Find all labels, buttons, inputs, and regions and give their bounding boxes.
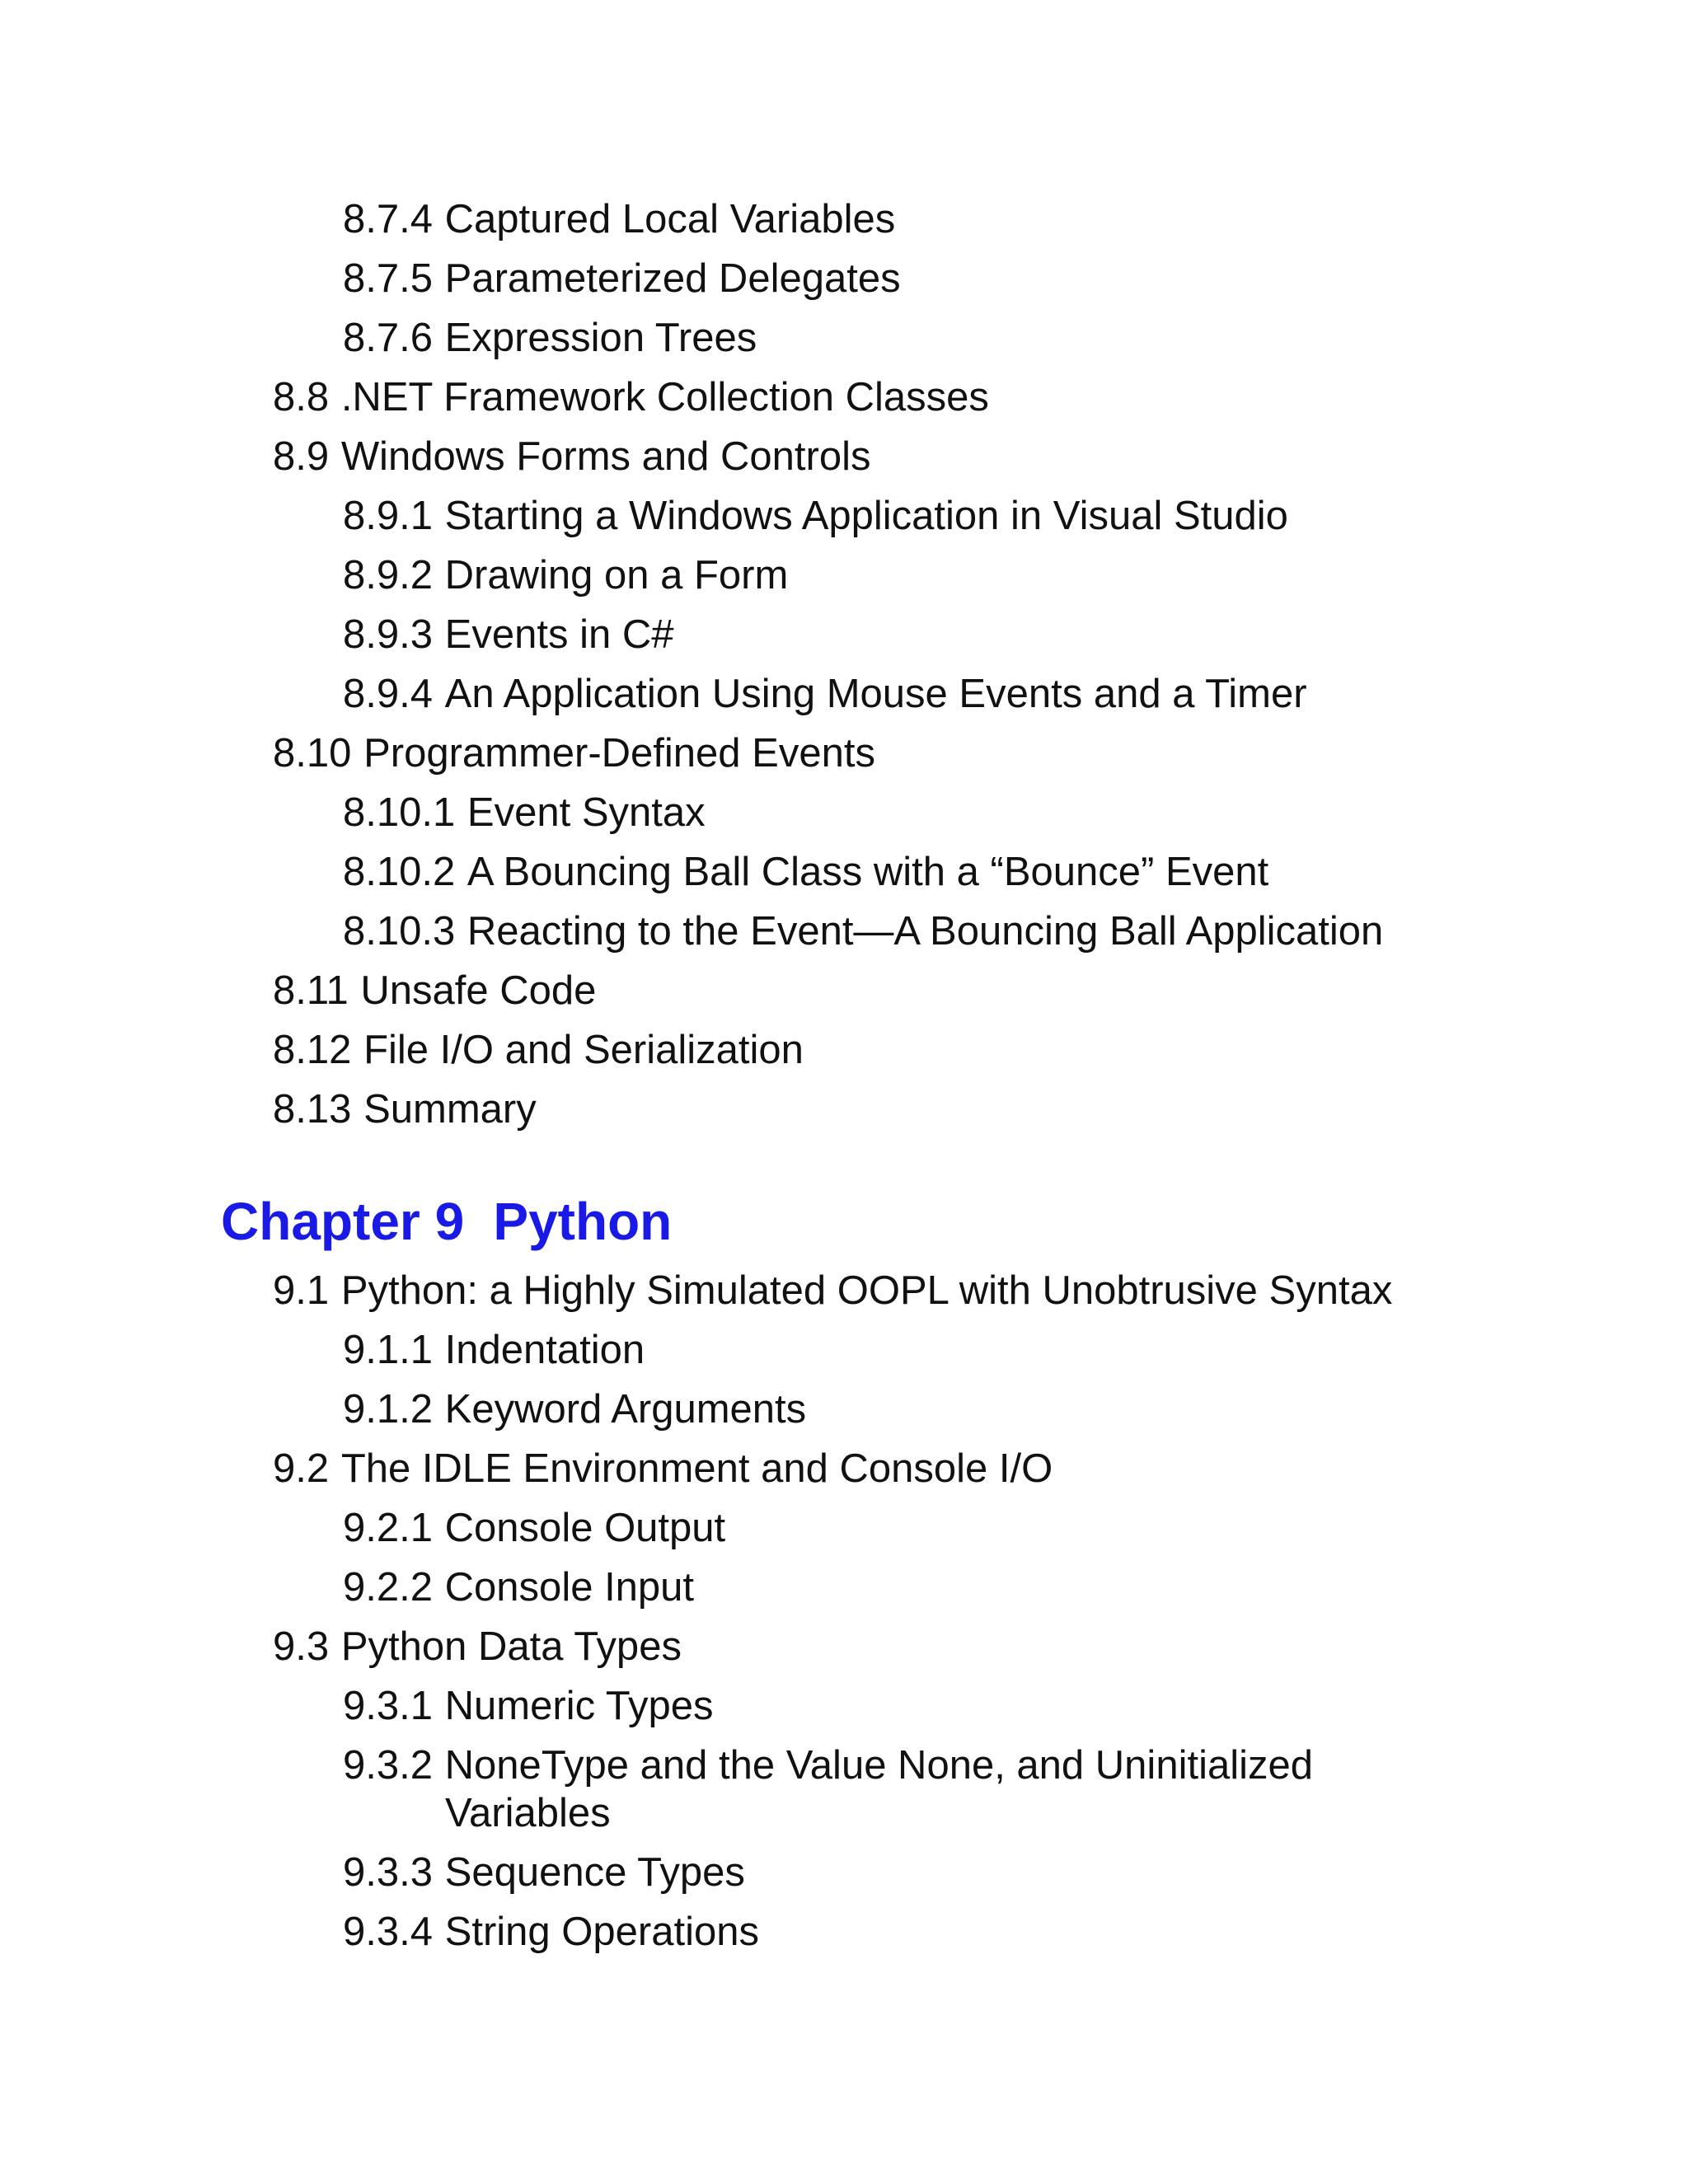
toc-entry-8-9-3[interactable]	[343, 605, 673, 664]
chapter-label: Chapter 9	[221, 1192, 465, 1251]
chapter-heading[interactable]	[221, 1188, 672, 1254]
section-title: Drawing on a Form	[444, 553, 789, 598]
toc-entry-8-7-5[interactable]	[343, 249, 901, 308]
section-number: 9.3	[273, 1624, 330, 1669]
section-title: .NET Framework Collection Classes	[340, 375, 989, 419]
section-number: 8.10.3	[343, 909, 456, 954]
toc-entry-8-10-2[interactable]	[343, 842, 1268, 902]
toc-entry-8-10-3[interactable]	[343, 902, 1383, 961]
toc-entry-9-2[interactable]	[273, 1439, 1053, 1498]
section-number: 9.1.2	[343, 1387, 433, 1432]
section-number: 8.10	[273, 731, 352, 776]
toc-entry-8-7-6[interactable]	[343, 308, 757, 368]
toc-entry-9-3-2[interactable]	[343, 1736, 1313, 1795]
section-title: Console Output	[444, 1506, 726, 1550]
chapter-title: Python	[493, 1192, 673, 1251]
section-title: Python: a Highly Simulated OOPL with Unobtrusive Syntax	[340, 1268, 1393, 1313]
section-title: Parameterized Delegates	[444, 256, 901, 301]
section-title: Captured Local Variables	[444, 197, 896, 241]
section-title: An Application Using Mouse Events and a Timer	[444, 672, 1307, 716]
section-title: Events in C#	[444, 612, 674, 657]
toc-entry-9-3[interactable]	[273, 1617, 682, 1676]
section-title: Unsafe Code	[360, 968, 597, 1013]
section-title: Programmer-Defined Events	[363, 731, 875, 776]
section-number: 8.9.4	[343, 672, 433, 716]
section-title: Windows Forms and Controls	[340, 434, 871, 479]
section-number: 8.9.2	[343, 553, 433, 598]
toc-entry-9-3-3[interactable]	[343, 1843, 745, 1902]
toc-entry-9-1-1[interactable]	[343, 1320, 645, 1380]
toc-entry-8-7-4[interactable]	[343, 190, 895, 249]
section-title: A Bouncing Ball Class with a “Bounce” Event	[467, 850, 1269, 894]
toc-entry-8-9[interactable]	[273, 427, 870, 486]
section-number: 9.3.4	[343, 1910, 433, 1954]
toc-entry-8-11[interactable]	[273, 961, 596, 1020]
section-title: String Operations	[444, 1910, 759, 1954]
section-title: Expression Trees	[444, 316, 757, 360]
section-number: 9.2	[273, 1446, 330, 1491]
section-number: 8.12	[273, 1028, 352, 1072]
toc-entry-8-13[interactable]	[273, 1080, 537, 1139]
toc-entry-8-12[interactable]	[273, 1020, 804, 1080]
toc-entry-9-3-4[interactable]	[343, 1902, 759, 1961]
toc-entry-9-3-1[interactable]	[343, 1676, 714, 1736]
section-title: The IDLE Environment and Console I/O	[340, 1446, 1053, 1491]
section-title: Console Input	[444, 1565, 695, 1610]
toc-entry-9-1-2[interactable]	[343, 1380, 806, 1439]
section-title: Summary	[363, 1087, 537, 1132]
toc-entry-8-10[interactable]	[273, 724, 875, 783]
section-number: 9.2.1	[343, 1506, 433, 1550]
section-number: 9.1	[273, 1268, 330, 1313]
section-number: 8.11	[273, 968, 349, 1013]
toc-entry-8-9-4[interactable]	[343, 664, 1307, 724]
section-title: NoneType and the Value None, and Uninitialized	[444, 1743, 1313, 1788]
section-number: 8.7.6	[343, 316, 433, 360]
section-number: 8.10.2	[343, 850, 456, 894]
section-number: 9.3.1	[343, 1684, 433, 1728]
section-number: 9.3.3	[343, 1850, 433, 1895]
toc-entry-8-9-2[interactable]	[343, 546, 788, 605]
section-title: Numeric Types	[444, 1684, 714, 1728]
section-number: 8.9	[273, 434, 330, 479]
toc-entry-8-8[interactable]	[273, 368, 989, 427]
section-number: 8.13	[273, 1087, 352, 1132]
section-number: 8.8	[273, 375, 330, 419]
section-number: 9.3.2	[343, 1743, 433, 1788]
toc-entry-9-1[interactable]	[273, 1261, 1392, 1320]
section-title: Keyword Arguments	[444, 1387, 807, 1432]
section-number: 8.7.5	[343, 256, 433, 301]
toc-entry-8-10-1[interactable]	[343, 783, 706, 842]
toc-entry-9-3-2-continuation[interactable]: Variables	[445, 1791, 611, 1835]
section-number: 8.7.4	[343, 197, 433, 241]
toc-entry-9-2-2[interactable]	[343, 1558, 694, 1617]
section-number: 8.9.3	[343, 612, 433, 657]
section-title: Sequence Types	[444, 1850, 745, 1895]
toc-entry-8-9-1[interactable]	[343, 486, 1288, 546]
section-title: Event Syntax	[467, 790, 706, 835]
section-number: 9.2.2	[343, 1565, 433, 1610]
section-title: Python Data Types	[340, 1624, 682, 1669]
section-title: Starting a Windows Application in Visual Studio	[444, 494, 1288, 538]
section-title: Reacting to the Event—A Bouncing Ball Application	[467, 909, 1384, 954]
section-number: 8.10.1	[343, 790, 456, 835]
section-number: 8.9.1	[343, 494, 433, 538]
toc-entry-9-2-1[interactable]	[343, 1498, 725, 1558]
section-number: 9.1.1	[343, 1328, 433, 1372]
section-title: Indentation	[444, 1328, 645, 1372]
section-title: File I/O and Serialization	[363, 1028, 804, 1072]
